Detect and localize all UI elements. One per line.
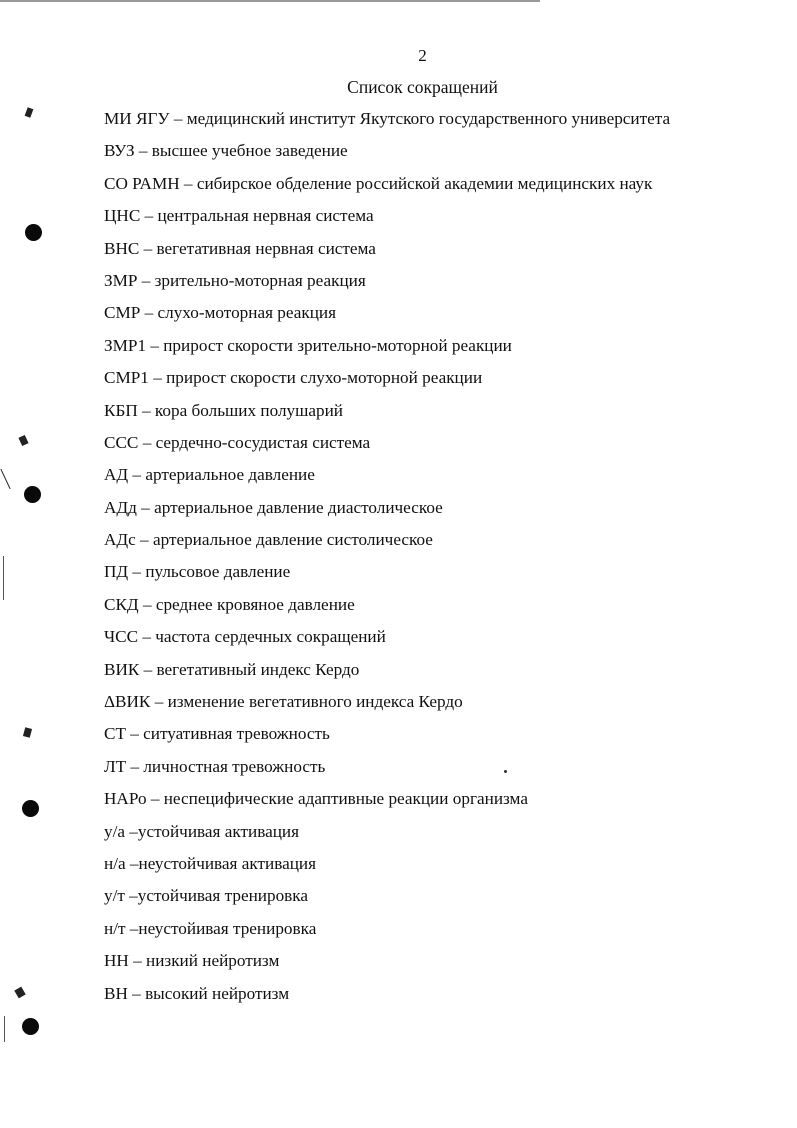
page-number: 2	[418, 46, 427, 65]
list-item: КБП – кора больших полушарий	[104, 400, 343, 420]
list-item: ПД – пульсовое давление	[104, 562, 291, 582]
scan-top-edge-line	[0, 0, 540, 2]
list-item: ЧСС – частота сердечных сокращений	[104, 627, 386, 647]
scan-edge-line-1	[0, 469, 10, 489]
punch-hole-2	[24, 486, 41, 503]
list-item: н/а –неустойчивая активация	[104, 853, 317, 873]
list-item: ЦНС – центральная нервная система	[104, 206, 374, 226]
punch-hole-3	[22, 800, 39, 817]
punch-hole-4	[22, 1018, 39, 1035]
scan-mark-4	[14, 987, 25, 999]
list-item: АДд – артериальное давление диастолическое	[104, 497, 443, 517]
punch-hole-1	[25, 224, 42, 241]
list-item: НАРо – неспецифические адаптивные реакции организма	[104, 789, 528, 809]
list-item: у/т –устойчивая тренировка	[104, 886, 308, 906]
list-item: ВУЗ – высшее учебное заведение	[104, 141, 348, 161]
list-item: СКД – среднее кровяное давление	[104, 594, 355, 614]
list-item: ЗМР – зрительно-моторная реакция	[104, 270, 366, 290]
page-title: Список сокращений	[347, 77, 498, 97]
list-item: АДс – артериальное давление систолическое	[104, 530, 433, 550]
list-item: НН – низкий нейротизм	[104, 951, 280, 971]
scan-mark-2	[18, 435, 28, 446]
list-item: СТ – ситуативная тревожность	[104, 724, 330, 744]
list-item: н/т –неустойивая тренировка	[104, 918, 317, 938]
list-item: ЗМР1 – прирост скорости зрительно-моторной реакции	[104, 335, 512, 355]
list-item: у/а –устойчивая активация	[104, 821, 300, 841]
list-item: ЛТ – личностная тревожность	[104, 756, 326, 776]
list-item: ВИК – вегетативный индекс Кердо	[104, 659, 360, 679]
list-item: ВН – высокий нейротизм	[104, 983, 290, 1003]
scan-edge-line-3	[4, 1016, 5, 1042]
list-item: СО РАМН – сибирское обделение российской академии медицинских наук	[104, 173, 653, 193]
list-item: ССС – сердечно-сосудистая система	[104, 432, 371, 452]
abbreviation-list	[104, 107, 670, 1014]
scan-edge-line-2	[3, 556, 4, 600]
scan-mark-3	[23, 727, 32, 738]
list-item: ΔВИК – изменение вегетативного индекса Кердо	[104, 692, 463, 712]
list-item: СМР1 – прирост скорости слухо-моторной реакции	[104, 368, 483, 388]
list-item: АД – артериальное давление	[104, 465, 315, 485]
list-item: МИ ЯГУ – медицинский институт Якутского государственного университета	[104, 109, 671, 128]
list-item: СМР – слухо-моторная реакция	[104, 303, 337, 323]
scan-mark-1	[25, 107, 34, 118]
list-item: ВНС – вегетативная нервная система	[104, 238, 376, 258]
